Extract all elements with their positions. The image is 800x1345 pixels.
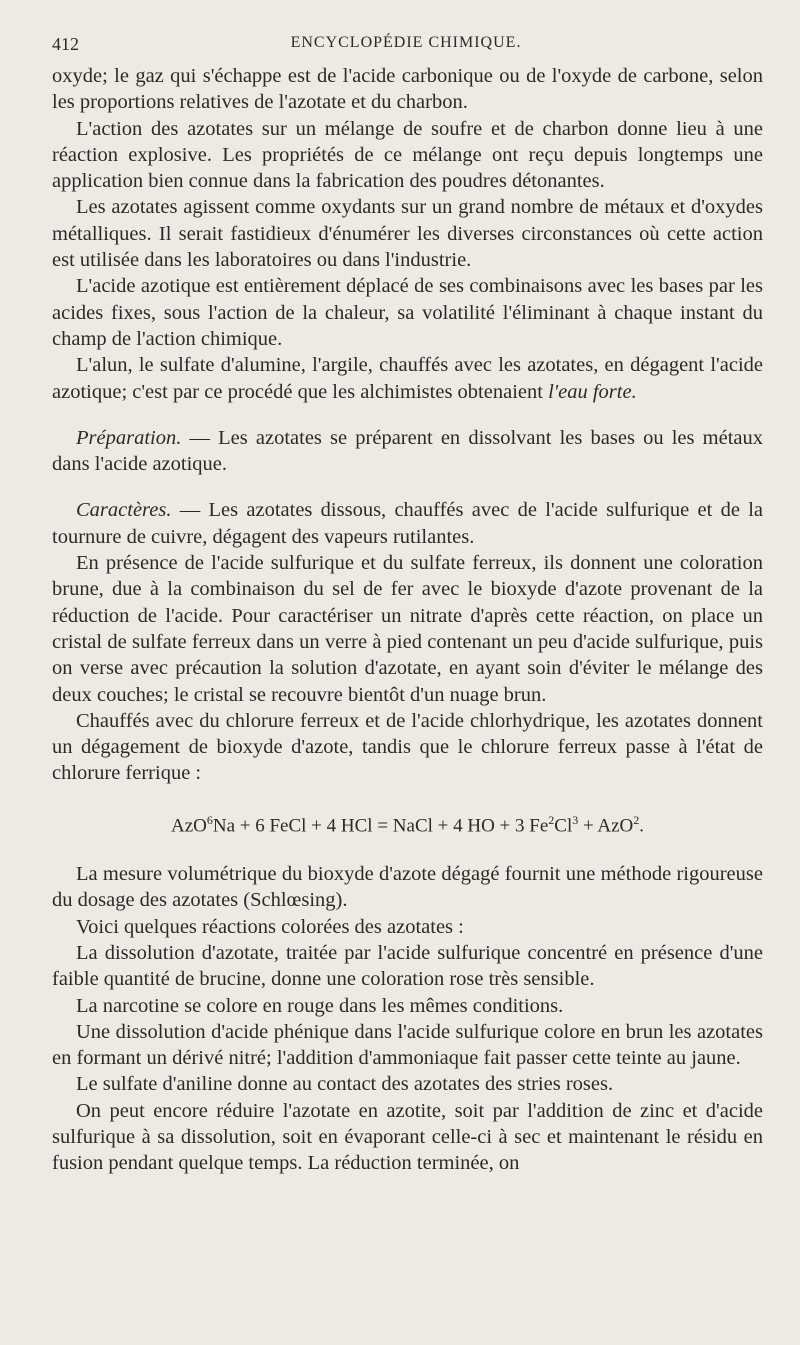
paragraph: On peut encore réduire l'azotate en azotite, soit par l'addition de zinc et d'acide sulfurique à sa dissolution, soit en évaporant celle-ci à sec et maintenant le résidu en fusion pendant quelque temps. La réduction terminée, on bbox=[52, 1099, 763, 1175]
formula-superscript: 3 bbox=[572, 812, 579, 827]
paragraph: La narcotine se colore en rouge dans les mêmes conditions. bbox=[76, 994, 564, 1017]
formula-part: Cl bbox=[554, 815, 573, 837]
paragraph: Chauffés avec du chlorure ferreux et de l'acide chlorhydrique, les azotates donnent un dégagement de bioxyde d'azote, tandis que le chlorure ferreux passe à l'état de chlorure ferrique : bbox=[52, 709, 763, 785]
paragraph bbox=[52, 352, 763, 405]
page-header bbox=[52, 34, 760, 58]
paragraph: La dissolution d'azotate, traitée par l'acide sulfurique concentré en présence d'une faible quantité de brucine, donne une coloration rose très sensible. bbox=[52, 941, 763, 991]
italic-term: l'eau forte. bbox=[548, 380, 637, 403]
paragraph: En présence de l'acide sulfurique et du sulfate ferreux, ils donnent une coloration brune, due à la combinaison du sel de fer avec le bioxyde d'azote provenant de la réduction de l'acide. Pour caractériser un nitrate d'après cette réaction, on place un cristal de sulfate ferreux dans un verre à pied contenant un peu d'acide sulfurique, puis on verse avec précaution la solution d'azotate, en ayant soin d'éviter le mélange des deux couches; le cristal se recouvre bientôt d'un nuage brun. bbox=[52, 552, 763, 706]
paragraph: oxyde; le gaz qui s'échappe est de l'acide carbonique ou de l'oxyde de carbone, selon les proportions relatives de l'azotate et du charbon. bbox=[52, 65, 763, 114]
section-text: — Les azotates se préparent en dissolvant les bases ou les métaux dans l'acide azotique. bbox=[52, 426, 763, 476]
paragraph: La mesure volumétrique du bioxyde d'azote dégagé fournit une méthode rigoureuse du dosage des azotates (Schlœsing). bbox=[52, 863, 763, 912]
section-heading: Préparation. bbox=[76, 426, 182, 449]
section-preparation bbox=[52, 425, 763, 478]
page-number: 412 bbox=[52, 34, 79, 54]
formula-superscript: 2 bbox=[633, 812, 640, 827]
paragraph-text: L'alun, le sulfate d'alumine, l'argile, chauffés avec les azotates, en dégagent l'acide azotique; c'est par ce procédé que les alchimistes obtenaient bbox=[52, 354, 763, 403]
paragraph: Voici quelques réactions colorées des azotates : bbox=[76, 915, 464, 938]
formula-superscript: 6 bbox=[206, 812, 213, 827]
paragraph: L'acide azotique est entièrement déplacé de ses combinaisons avec les bases par les acides fixes, sous l'action de la chaleur, sa volatilité l'éliminant à chaque instant du champ de l'action chimique. bbox=[52, 275, 763, 350]
section-text: — Les azotates dissous, chauffés avec de l'acide sulfurique et de la tournure de cuivre, dégagent des vapeurs rutilantes. bbox=[52, 499, 763, 548]
paragraph: Une dissolution d'acide phénique dans l'acide sulfurique colore en brun les azotates en formant un dérivé nitré; l'addition d'ammoniaque fait passer cette teinte au jaune. bbox=[52, 1020, 763, 1070]
paragraph: Le sulfate d'aniline donne au contact des azotates des stries roses. bbox=[76, 1073, 614, 1096]
formula-part: AzO bbox=[170, 815, 207, 837]
page-body bbox=[52, 63, 763, 1177]
formula-superscript: 2 bbox=[548, 812, 555, 827]
chemical-equation bbox=[52, 807, 763, 839]
formula-part: Na + 6 FeCl + 4 HCl = NaCl + 4 HO + 3 Fe bbox=[212, 815, 549, 837]
section-heading: Caractères. bbox=[76, 499, 172, 522]
running-title: ENCYCLOPÉDIE CHIMIQUE. bbox=[290, 34, 522, 51]
formula-part: . bbox=[639, 815, 645, 837]
paragraph: L'action des azotates sur un mélange de soufre et de charbon donne lieu à une réaction explosive. Les propriétés de ce mélange ont reçu depuis longtemps une application bien connue dans la fabrication des poudres détonantes. bbox=[52, 117, 763, 193]
paragraph: Les azotates agissent comme oxydants sur un grand nombre de métaux et d'oxydes métalliques. Il serait fastidieux d'énumérer les diverses circonstances où cette action est utilisée dans les laboratoires ou dans l'industrie. bbox=[52, 196, 763, 272]
section-caracteres bbox=[52, 497, 763, 550]
formula-part: + AzO bbox=[578, 815, 634, 837]
